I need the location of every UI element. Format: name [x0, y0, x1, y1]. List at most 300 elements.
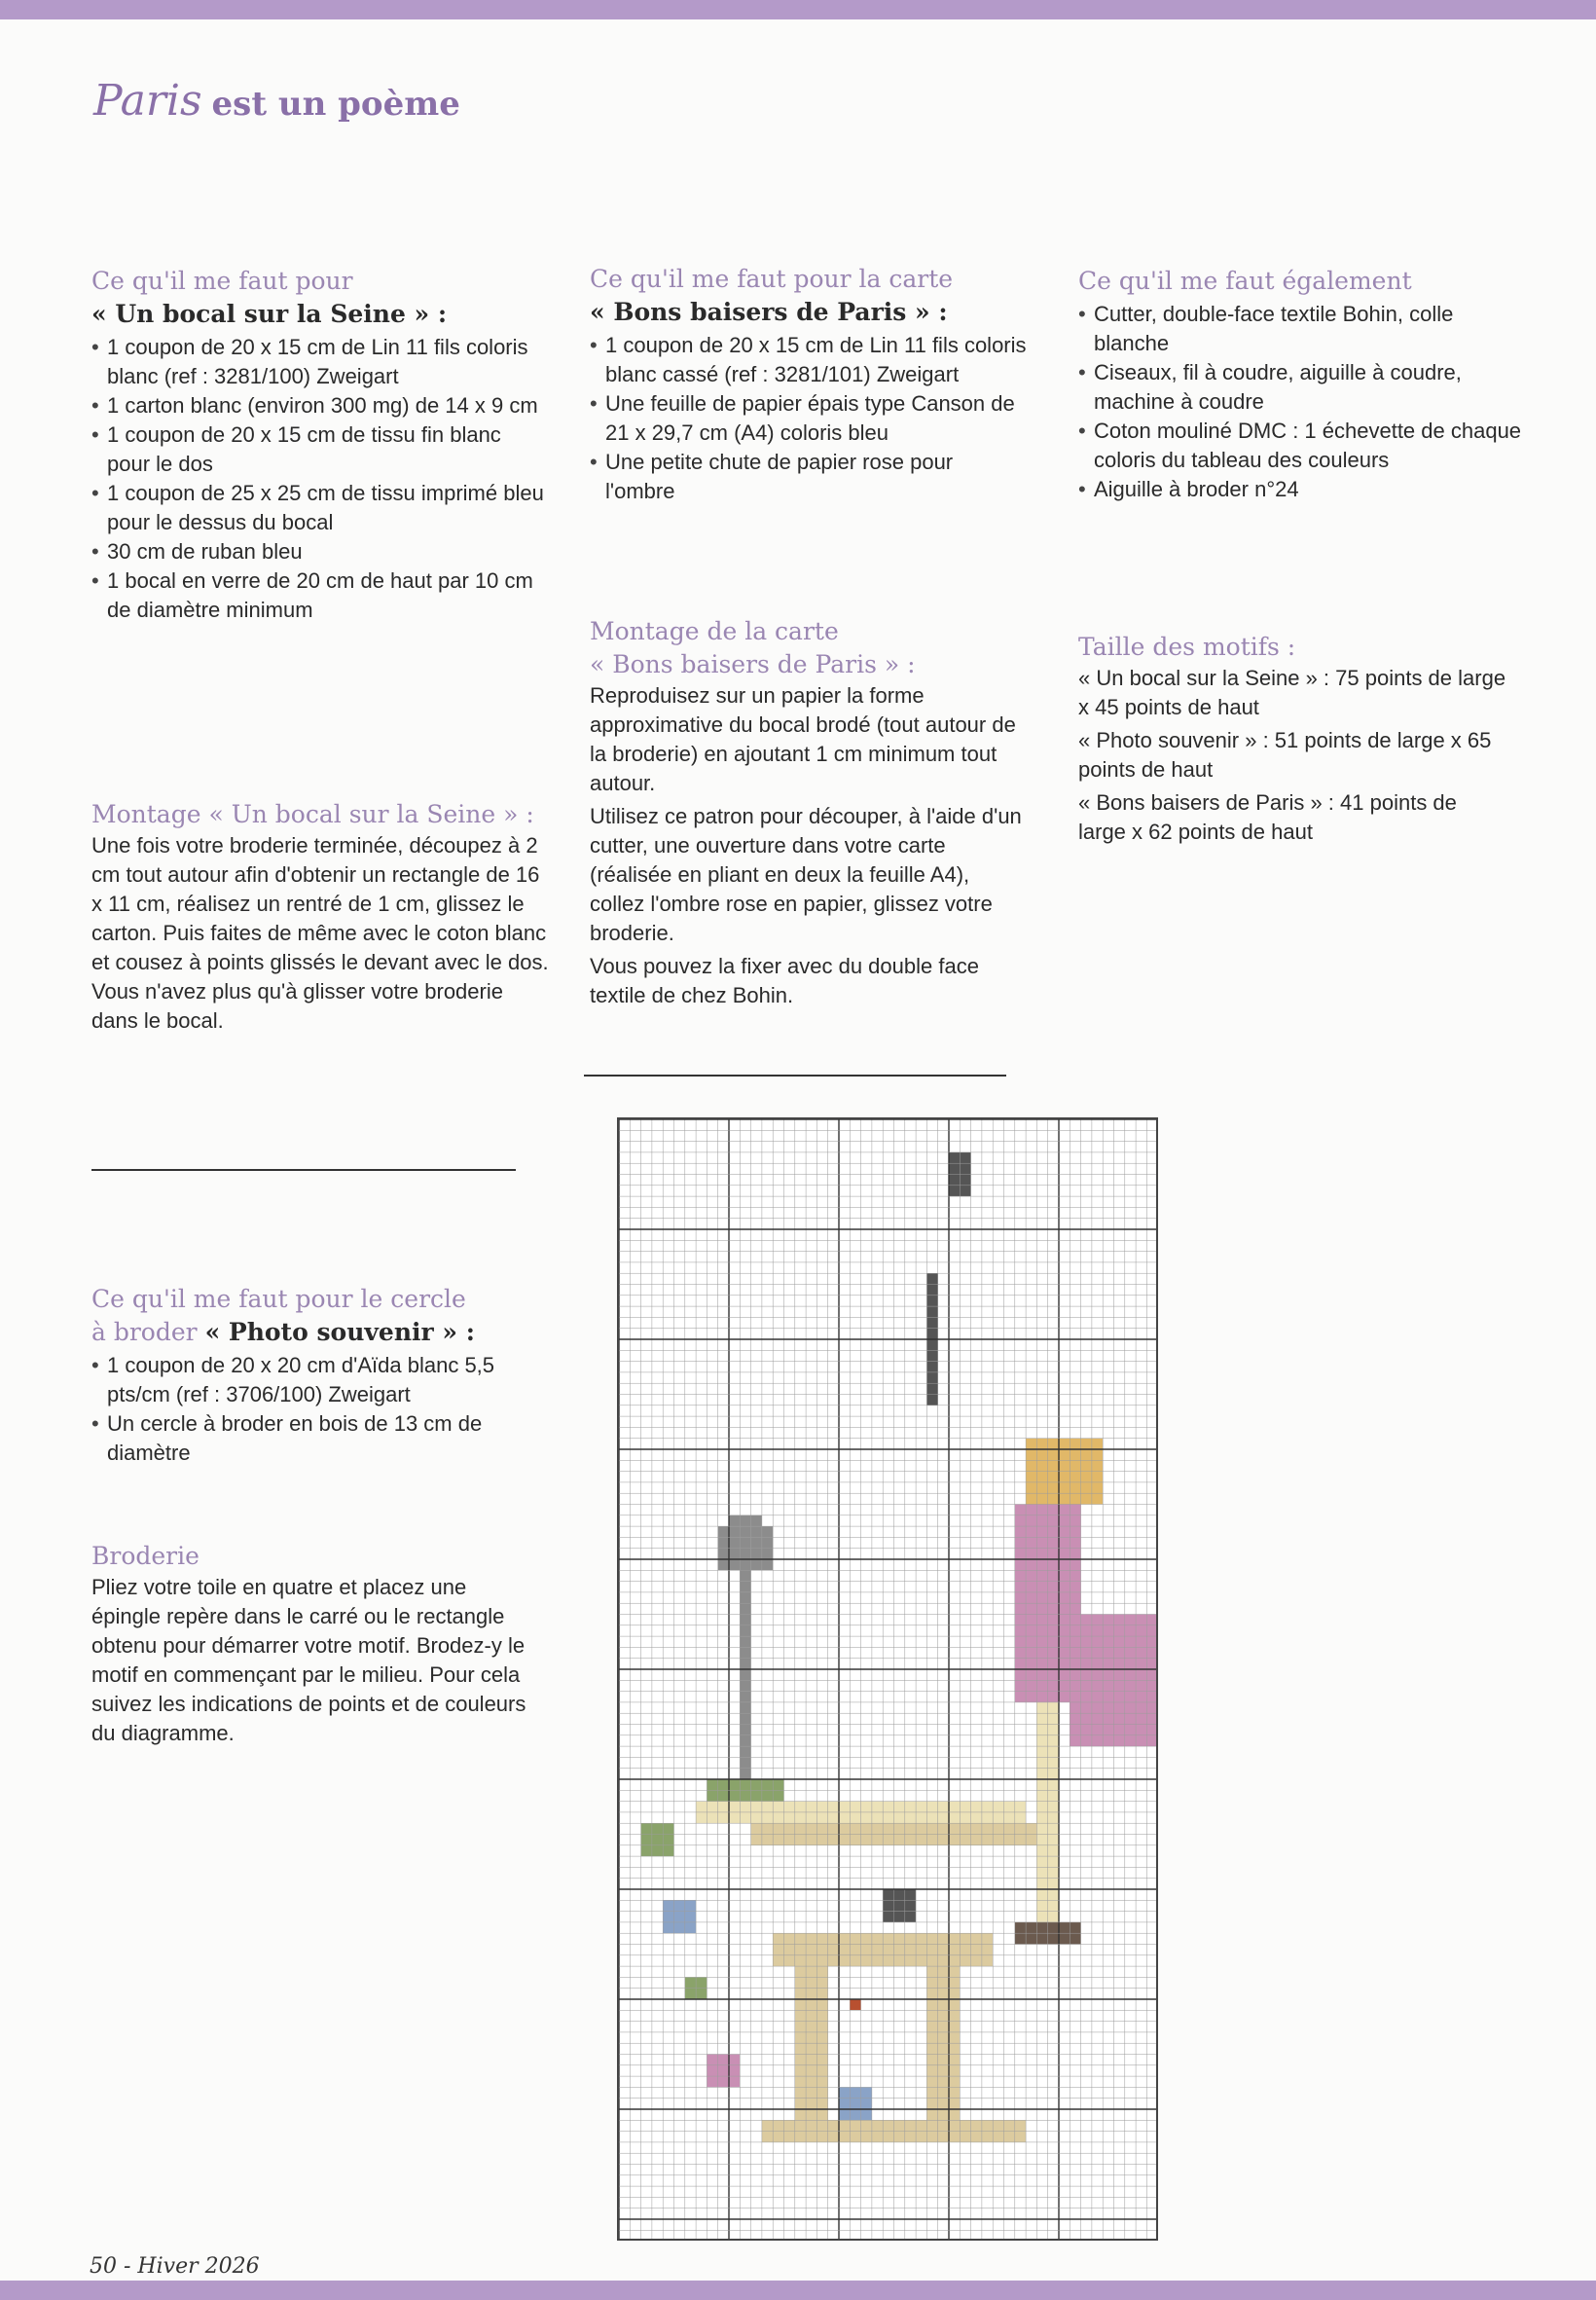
lamp-post	[740, 1603, 750, 1614]
dress-skirt	[1125, 1713, 1136, 1724]
table-leg	[926, 2076, 937, 2087]
dress-skirt	[1114, 1625, 1125, 1636]
lamp-post	[729, 1790, 740, 1801]
table-top	[861, 1955, 872, 1966]
dress	[1059, 1603, 1070, 1614]
balustrade	[982, 1802, 993, 1812]
hat	[1070, 1472, 1080, 1482]
lamp-post	[729, 1549, 740, 1559]
dress	[1036, 1603, 1047, 1614]
table-leg	[938, 1989, 949, 1999]
table-leg	[926, 1977, 937, 1988]
balustrade	[828, 1812, 839, 1823]
legs	[1048, 1802, 1059, 1812]
table-leg	[806, 2032, 816, 2043]
balustrade	[960, 1802, 970, 1812]
bridge	[926, 1835, 937, 1845]
dress	[1036, 1680, 1047, 1691]
table-top	[982, 1955, 993, 1966]
dress	[1026, 1692, 1036, 1702]
hat	[1048, 1472, 1059, 1482]
balustrade	[861, 1812, 872, 1823]
balustrade	[762, 1802, 773, 1812]
dress	[1059, 1647, 1070, 1658]
balustrade	[740, 1812, 750, 1823]
flower	[674, 1912, 685, 1922]
leaves	[652, 1835, 663, 1845]
balustrade	[729, 1802, 740, 1812]
tower	[926, 1350, 937, 1361]
table-top	[938, 1933, 949, 1944]
table-top	[828, 1955, 839, 1966]
table-top	[916, 1945, 926, 1955]
dress	[1036, 1692, 1047, 1702]
table-top	[894, 1945, 905, 1955]
base	[993, 2120, 1003, 2131]
bridge	[938, 1835, 949, 1845]
base	[894, 2120, 905, 2131]
bridge	[993, 1835, 1003, 1845]
table-leg	[926, 2055, 937, 2065]
flower	[663, 1900, 673, 1911]
table-leg	[806, 1999, 816, 2010]
dress-skirt	[1146, 1615, 1156, 1625]
hat	[1070, 1439, 1080, 1449]
dress-skirt	[1136, 1725, 1146, 1735]
table-leg	[795, 2043, 806, 2054]
bridge	[960, 1835, 970, 1845]
bridge	[894, 1823, 905, 1834]
dress-skirt	[1146, 1636, 1156, 1647]
tower-top	[949, 1186, 960, 1196]
lamp-post	[718, 1526, 729, 1537]
list-item: • 1 bocal en verre de 20 cm de haut par 10 cm de diamètre minimum	[91, 566, 549, 625]
dress-skirt	[1136, 1713, 1146, 1724]
dress-skirt	[1136, 1625, 1146, 1636]
list-item: • Coton mouliné DMC : 1 échevette de chaque coloris du tableau des couleurs	[1078, 417, 1526, 475]
flower	[663, 1912, 673, 1922]
flower	[861, 2109, 872, 2120]
section-heading: Montage de la carte	[590, 617, 839, 645]
dress	[1036, 1549, 1047, 1559]
cup	[883, 1900, 893, 1911]
dress-skirt	[1125, 1725, 1136, 1735]
table-top	[982, 1933, 993, 1944]
dress-skirt	[1125, 1735, 1136, 1746]
table-leg	[795, 1977, 806, 1988]
section-montage-bocal	[91, 798, 549, 1036]
table-leg	[806, 2099, 816, 2109]
dress-skirt	[1103, 1659, 1113, 1669]
table-top	[795, 1955, 806, 1966]
lamp-post	[718, 1790, 729, 1801]
bridge	[861, 1823, 872, 1834]
dress	[1015, 1647, 1026, 1658]
hat	[1092, 1439, 1103, 1449]
table-top	[806, 1933, 816, 1944]
cup	[894, 1900, 905, 1911]
list-item: • 1 coupon de 25 x 25 cm de tissu imprimé bleu pour le dessus du bocal	[91, 479, 549, 537]
base	[816, 2132, 827, 2142]
balustrade	[861, 1802, 872, 1812]
dress-skirt	[1070, 1625, 1080, 1636]
dress	[1070, 1582, 1080, 1592]
legs	[1036, 1856, 1047, 1867]
paragraph: « Bons baisers de Paris » : 41 points de large x 62 points de haut	[1078, 790, 1457, 844]
hat	[1092, 1472, 1103, 1482]
dress-skirt	[1114, 1692, 1125, 1702]
table-leg	[949, 1999, 960, 2010]
leaves	[641, 1845, 652, 1856]
base	[762, 2132, 773, 2142]
dress	[1036, 1526, 1047, 1537]
dress-skirt	[1114, 1669, 1125, 1680]
legs	[1036, 1746, 1047, 1757]
bridge	[850, 1835, 860, 1845]
list-item: • Ciseaux, fil à coudre, aiguille à coudre, machine à coudre	[1078, 358, 1526, 417]
base	[971, 2120, 982, 2131]
table-top	[850, 1933, 860, 1944]
tower-top	[960, 1175, 970, 1186]
lamp-post	[718, 1537, 729, 1548]
bridge	[773, 1823, 783, 1834]
table-leg	[795, 1966, 806, 1977]
table-leg	[795, 2109, 806, 2120]
base	[960, 2132, 970, 2142]
table-leg	[949, 2043, 960, 2054]
shoes	[1015, 1933, 1026, 1944]
hat	[1092, 1482, 1103, 1493]
legs	[1048, 1867, 1059, 1878]
balustrade	[905, 1802, 916, 1812]
table-top	[839, 1955, 850, 1966]
balustrade	[926, 1802, 937, 1812]
balustrade	[916, 1812, 926, 1823]
flower	[718, 2055, 729, 2065]
legs	[1048, 1713, 1059, 1724]
table-leg	[806, 2065, 816, 2076]
tower-top	[949, 1175, 960, 1186]
section-text: Pliez votre toile en quatre et placez une épingle repère dans le carré ou le rectangle obtenu pour démarrer votre motif. Brodez-y le motif en commençant par le milieu. Pour cela suivez les indications de points et de couleurs du diagramme.	[91, 1575, 526, 1745]
dress-skirt	[1081, 1659, 1092, 1669]
dress-skirt	[1125, 1636, 1136, 1647]
lamp-post	[740, 1725, 750, 1735]
bridge	[960, 1823, 970, 1834]
dress	[1036, 1615, 1047, 1625]
balustrade	[839, 1812, 850, 1823]
balustrade	[850, 1802, 860, 1812]
base	[861, 2120, 872, 2131]
table-top	[949, 1955, 960, 1966]
table-leg	[806, 2043, 816, 2054]
hat	[1026, 1439, 1036, 1449]
table-top	[861, 1945, 872, 1955]
balustrade	[905, 1812, 916, 1823]
dress	[1026, 1592, 1036, 1603]
hat	[1059, 1449, 1070, 1460]
shoes	[1048, 1933, 1059, 1944]
leaves	[663, 1845, 673, 1856]
dress-skirt	[1114, 1615, 1125, 1625]
dress-skirt	[1125, 1625, 1136, 1636]
table-leg	[795, 1989, 806, 1999]
dress	[1070, 1603, 1080, 1614]
bridge	[795, 1823, 806, 1834]
dress-skirt	[1146, 1680, 1156, 1691]
table-top	[926, 1933, 937, 1944]
base	[850, 2120, 860, 2131]
dress-skirt	[1146, 1625, 1156, 1636]
dress	[1059, 1659, 1070, 1669]
base	[773, 2120, 783, 2131]
shoes	[1015, 1922, 1026, 1933]
dress	[1036, 1669, 1047, 1680]
balustrade	[751, 1812, 762, 1823]
table-top	[828, 1945, 839, 1955]
section-heading: Montage « Un bocal sur la Seine » :	[91, 800, 534, 828]
lamp-post	[740, 1549, 750, 1559]
base	[828, 2132, 839, 2142]
dress	[1015, 1692, 1026, 1702]
base	[960, 2120, 970, 2131]
table-leg	[949, 2032, 960, 2043]
table-leg	[938, 2032, 949, 2043]
bridge	[1015, 1835, 1026, 1845]
section-bocal-needs	[91, 265, 549, 625]
base	[971, 2132, 982, 2142]
dress	[1026, 1549, 1036, 1559]
bridge	[762, 1835, 773, 1845]
list-item: • Cutter, double-face textile Bohin, colle blanche	[1078, 300, 1526, 358]
table-top	[872, 1955, 883, 1966]
table-leg	[806, 2055, 816, 2065]
base	[883, 2120, 893, 2131]
shoes	[1059, 1922, 1070, 1933]
table-leg	[926, 1966, 937, 1977]
shoes	[1026, 1933, 1036, 1944]
list-item: • 1 coupon de 20 x 15 cm de tissu fin blanc pour le dos	[91, 420, 549, 479]
dress	[1015, 1505, 1026, 1515]
hat	[1092, 1449, 1103, 1460]
table-leg	[949, 2022, 960, 2032]
bridge	[839, 1823, 850, 1834]
table-leg	[816, 2099, 827, 2109]
table-leg	[949, 2087, 960, 2098]
table-top	[784, 1945, 795, 1955]
dress-skirt	[1114, 1702, 1125, 1713]
hat	[1036, 1493, 1047, 1504]
table-leg	[949, 2065, 960, 2076]
lamp-post	[751, 1559, 762, 1570]
balustrade	[872, 1812, 883, 1823]
list-item: • Un cercle à broder en bois de 13 cm de diamètre	[91, 1409, 520, 1468]
lamp-post	[718, 1779, 729, 1790]
dress-skirt	[1092, 1692, 1103, 1702]
base	[949, 2120, 960, 2131]
balustrade	[993, 1802, 1003, 1812]
base	[784, 2132, 795, 2142]
leaves	[685, 1989, 696, 1999]
dress-skirt	[1146, 1725, 1156, 1735]
chart-grid	[619, 1119, 1156, 2239]
base	[795, 2120, 806, 2131]
dress-skirt	[1081, 1725, 1092, 1735]
flower	[685, 1900, 696, 1911]
hat	[1059, 1460, 1070, 1471]
lamp-post	[718, 1549, 729, 1559]
dress	[1015, 1615, 1026, 1625]
base	[916, 2120, 926, 2131]
hat	[1081, 1482, 1092, 1493]
list-item: • 1 coupon de 20 x 15 cm de Lin 11 fils coloris blanc cassé (ref : 3281/101) Zweigart	[590, 331, 1028, 389]
flower	[707, 2076, 717, 2087]
hat	[1092, 1460, 1103, 1471]
dress-skirt	[1114, 1725, 1125, 1735]
dress-skirt	[1103, 1625, 1113, 1636]
base	[762, 2120, 773, 2131]
base	[916, 2132, 926, 2142]
table-leg	[795, 2055, 806, 2065]
flower	[729, 2076, 740, 2087]
flower	[729, 2055, 740, 2065]
section-heading: Broderie	[91, 1542, 200, 1570]
bridge	[938, 1823, 949, 1834]
bridge	[795, 1835, 806, 1845]
lamp-post	[740, 1669, 750, 1680]
table-leg	[938, 2109, 949, 2120]
tower	[926, 1383, 937, 1394]
table-leg	[926, 2065, 937, 2076]
hat	[1059, 1493, 1070, 1504]
dress	[1059, 1592, 1070, 1603]
balustrade	[949, 1812, 960, 1823]
dress-skirt	[1070, 1735, 1080, 1746]
legs	[1036, 1835, 1047, 1845]
dress	[1015, 1636, 1026, 1647]
dress-skirt	[1070, 1615, 1080, 1625]
balustrade	[1004, 1812, 1015, 1823]
lamp-post	[762, 1559, 773, 1570]
lamp-post	[740, 1537, 750, 1548]
cup	[883, 1912, 893, 1922]
balustrade	[740, 1802, 750, 1812]
flower	[707, 2055, 717, 2065]
table-leg	[926, 2032, 937, 2043]
leaves	[663, 1835, 673, 1845]
tower	[926, 1306, 937, 1317]
dress	[1048, 1659, 1059, 1669]
table-leg	[795, 2032, 806, 2043]
table-top	[795, 1933, 806, 1944]
table-top	[872, 1945, 883, 1955]
base	[926, 2132, 937, 2142]
base	[806, 2132, 816, 2142]
balustrade	[784, 1812, 795, 1823]
balustrade	[982, 1812, 993, 1823]
dress-skirt	[1103, 1735, 1113, 1746]
dress-skirt	[1103, 1702, 1113, 1713]
hat	[1026, 1472, 1036, 1482]
section-carte-needs	[590, 263, 1028, 506]
bridge	[971, 1835, 982, 1845]
dress	[1059, 1549, 1070, 1559]
lamp-post	[740, 1659, 750, 1669]
flower	[674, 1900, 685, 1911]
tower-top	[960, 1163, 970, 1174]
table-top	[916, 1955, 926, 1966]
lamp-post	[740, 1559, 750, 1570]
table-top	[828, 1933, 839, 1944]
lamp-post	[740, 1692, 750, 1702]
flower	[685, 1912, 696, 1922]
table-top	[960, 1933, 970, 1944]
bridge	[751, 1823, 762, 1834]
balustrade	[938, 1812, 949, 1823]
base	[883, 2132, 893, 2142]
bridge	[993, 1823, 1003, 1834]
lamp-post	[740, 1615, 750, 1625]
balustrade	[816, 1812, 827, 1823]
hat	[1026, 1460, 1036, 1471]
dress	[1015, 1625, 1026, 1636]
balustrade	[1004, 1802, 1015, 1812]
dress-skirt	[1081, 1636, 1092, 1647]
leaves	[696, 1977, 707, 1988]
section-heading-2: « Bons baisers de Paris » :	[590, 650, 916, 678]
table-leg	[816, 1977, 827, 1988]
tower	[926, 1285, 937, 1296]
dress-skirt	[1081, 1615, 1092, 1625]
dress-skirt	[1081, 1692, 1092, 1702]
bridge	[816, 1823, 827, 1834]
lamp-post	[707, 1779, 717, 1790]
shoes	[1070, 1933, 1080, 1944]
dress-skirt	[1081, 1713, 1092, 1724]
dress	[1070, 1537, 1080, 1548]
lamp-post	[740, 1713, 750, 1724]
dress-skirt	[1103, 1680, 1113, 1691]
dress	[1026, 1515, 1036, 1526]
base	[1004, 2132, 1015, 2142]
dress	[1070, 1526, 1080, 1537]
paragraph: « Un bocal sur la Seine » : 75 points de large x 45 points de haut	[1078, 666, 1506, 719]
section-subtitle: « Un bocal sur la Seine » :	[91, 300, 448, 328]
lamp-post	[751, 1526, 762, 1537]
cup	[905, 1912, 916, 1922]
legs	[1036, 1725, 1047, 1735]
hat	[1081, 1439, 1092, 1449]
dress	[1026, 1603, 1036, 1614]
legs	[1036, 1845, 1047, 1856]
hat	[1092, 1493, 1103, 1504]
table-leg	[806, 2022, 816, 2032]
hat	[1026, 1493, 1036, 1504]
flower	[718, 2065, 729, 2076]
legs	[1036, 1713, 1047, 1724]
dress	[1026, 1669, 1036, 1680]
table-top	[971, 1933, 982, 1944]
dress-skirt	[1146, 1713, 1156, 1724]
dress-skirt	[1125, 1615, 1136, 1625]
table-leg	[938, 2087, 949, 2098]
dress-skirt	[1136, 1659, 1146, 1669]
table-top	[816, 1933, 827, 1944]
paragraph: « Photo souvenir » : 51 points de large x 65 points de haut	[1078, 728, 1492, 782]
hat	[1026, 1482, 1036, 1493]
legs	[1048, 1900, 1059, 1911]
header-script-title: Paris	[93, 76, 202, 126]
table-top	[971, 1955, 982, 1966]
